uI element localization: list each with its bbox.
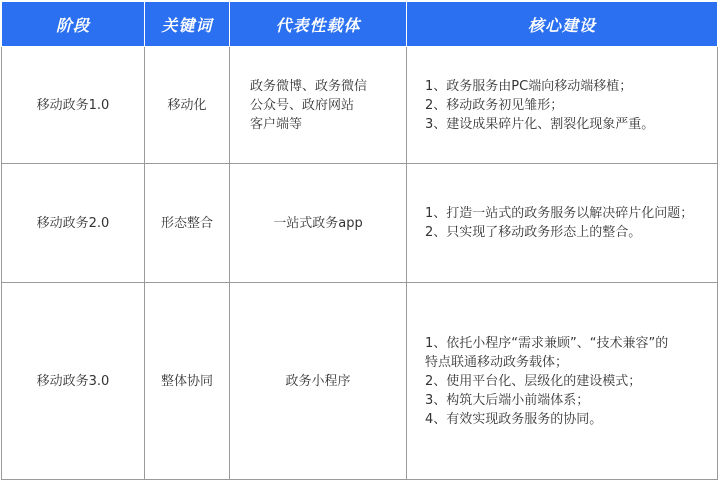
carrier-line: 政务小程序	[285, 373, 351, 389]
mobile-government-table-container	[1, 1, 719, 477]
header-core-construction: 核心建设	[407, 2, 718, 47]
carrier-line: 客户端等	[250, 116, 303, 132]
core-line: 3、构筑大后端小前端体系；	[425, 392, 590, 408]
header-carrier: 代表性载体	[230, 2, 407, 47]
core-cell	[407, 47, 718, 164]
core-line: 1、依托小程序“需求兼顾”、“技术兼容”的	[425, 335, 669, 351]
core-cell	[407, 164, 718, 283]
core-cell	[407, 283, 718, 480]
carrier-cell	[230, 164, 407, 283]
table-row	[2, 283, 718, 480]
core-line: 2、移动政务初见雏形；	[425, 97, 564, 113]
carrier-line: 公众号、政府网站	[250, 97, 355, 113]
table-row	[2, 164, 718, 283]
header-keyword: 关键词	[145, 2, 230, 47]
core-line: 特点联通移动政务载体；	[425, 354, 569, 370]
core-line: 1、政务服务由PC端向移动端移植；	[425, 78, 633, 94]
core-line: 2、使用平台化、层级化的建设模式；	[425, 373, 642, 389]
mobile-government-stages-table	[1, 1, 718, 480]
stage-cell: 移动政务3.0	[2, 283, 145, 480]
table-header-row	[2, 2, 718, 47]
core-line: 4、有效实现政务服务的协同。	[425, 411, 603, 427]
core-line: 1、打造一站式的政务服务以解决碎片化问题；	[425, 206, 694, 221]
keyword-cell: 形态整合	[145, 164, 230, 283]
stage-cell: 移动政务2.0	[2, 164, 145, 283]
header-stage: 阶段	[2, 2, 145, 47]
core-line: 2、只实现了移动政务形态上的整合。	[425, 225, 642, 240]
table-row	[2, 47, 718, 164]
keyword-cell: 整体协同	[145, 283, 230, 480]
stage-cell: 移动政务1.0	[2, 47, 145, 164]
carrier-line: 一站式政务app	[273, 215, 363, 231]
keyword-cell: 移动化	[145, 47, 230, 164]
carrier-line: 政务微博、政务微信	[250, 78, 368, 94]
core-line: 3、建设成果碎片化、割裂化现象严重。	[425, 116, 655, 132]
carrier-cell	[230, 283, 407, 480]
carrier-cell	[230, 47, 407, 164]
